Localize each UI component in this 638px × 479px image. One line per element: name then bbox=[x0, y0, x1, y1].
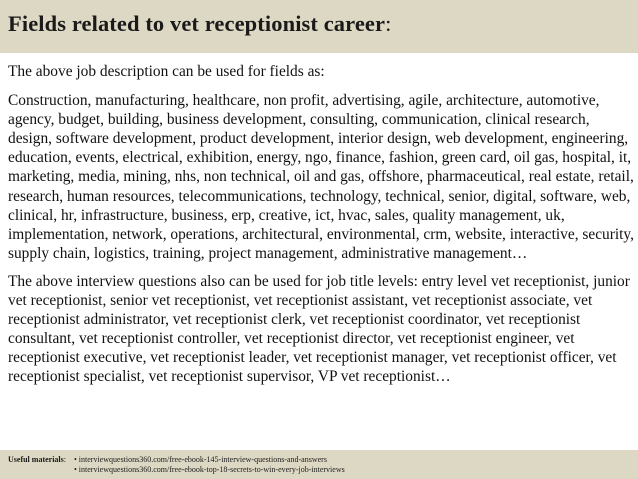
slide-title-text: Fields related to vet receptionist career bbox=[8, 11, 386, 36]
footer-row-1 bbox=[8, 455, 638, 465]
slide-title-colon: : bbox=[385, 11, 392, 36]
useful-materials-separator: : bbox=[63, 455, 66, 464]
slide-header bbox=[0, 0, 638, 53]
fields-paragraph: Construction, manufacturing, healthcare, non profit, advertising, agile, architecture, automotive, agency, budget, building, business development, consulting, communication, clinical research, design, software development, product development, interior design, web development, engineering, education, events, electrical, exhibition, energy, ngo, finance, fashion, green card, oil gas, hospital, it, marketing, media, mining, nhs, non technical, oil and gas, offshore, pharmaceutical, real estate, retail, research, human resources, telecommunications, technology, technical, senior, digital, software, web, clinical, hr, infrastructure, business, erp, creative, ict, hvac, sales, quality management, uk, implementation, network, operations, architectural, environmental, crm, website, interactive, security, supply chain, logistics, training, project management, administrative management… bbox=[8, 92, 634, 262]
slide-body bbox=[8, 62, 634, 396]
footer-label-cell bbox=[8, 455, 74, 465]
useful-materials-footer bbox=[0, 450, 638, 479]
slide-title bbox=[8, 11, 391, 36]
job-titles-paragraph: The above interview questions also can be used for job title levels: entry level vet receptionist, junior vet receptionist, senior vet receptionist, vet receptionist assistant, vet receptionist associate, vet receptionist administrator, vet receptionist clerk, vet receptionist coordinator, vet receptionist consultant, vet receptionist controller, vet receptionist director, vet receptionist engineer, vet receptionist executive, vet receptionist leader, vet receptionist manager, vet receptionist officer, vet receptionist specialist, vet receptionist supervisor, VP vet receptionist… bbox=[8, 272, 630, 386]
ebook-link-1[interactable]: • interviewquestions360.com/free-ebook-145-interview-questions-and-answers bbox=[74, 455, 327, 464]
footer-row-2 bbox=[8, 465, 638, 475]
intro-text: The above job description can be used for fields as: bbox=[8, 63, 325, 80]
ebook-link-2[interactable]: • interviewquestions360.com/free-ebook-top-18-secrets-to-win-every-job-interviews bbox=[74, 464, 345, 474]
useful-materials-label: Useful materials bbox=[8, 455, 64, 464]
